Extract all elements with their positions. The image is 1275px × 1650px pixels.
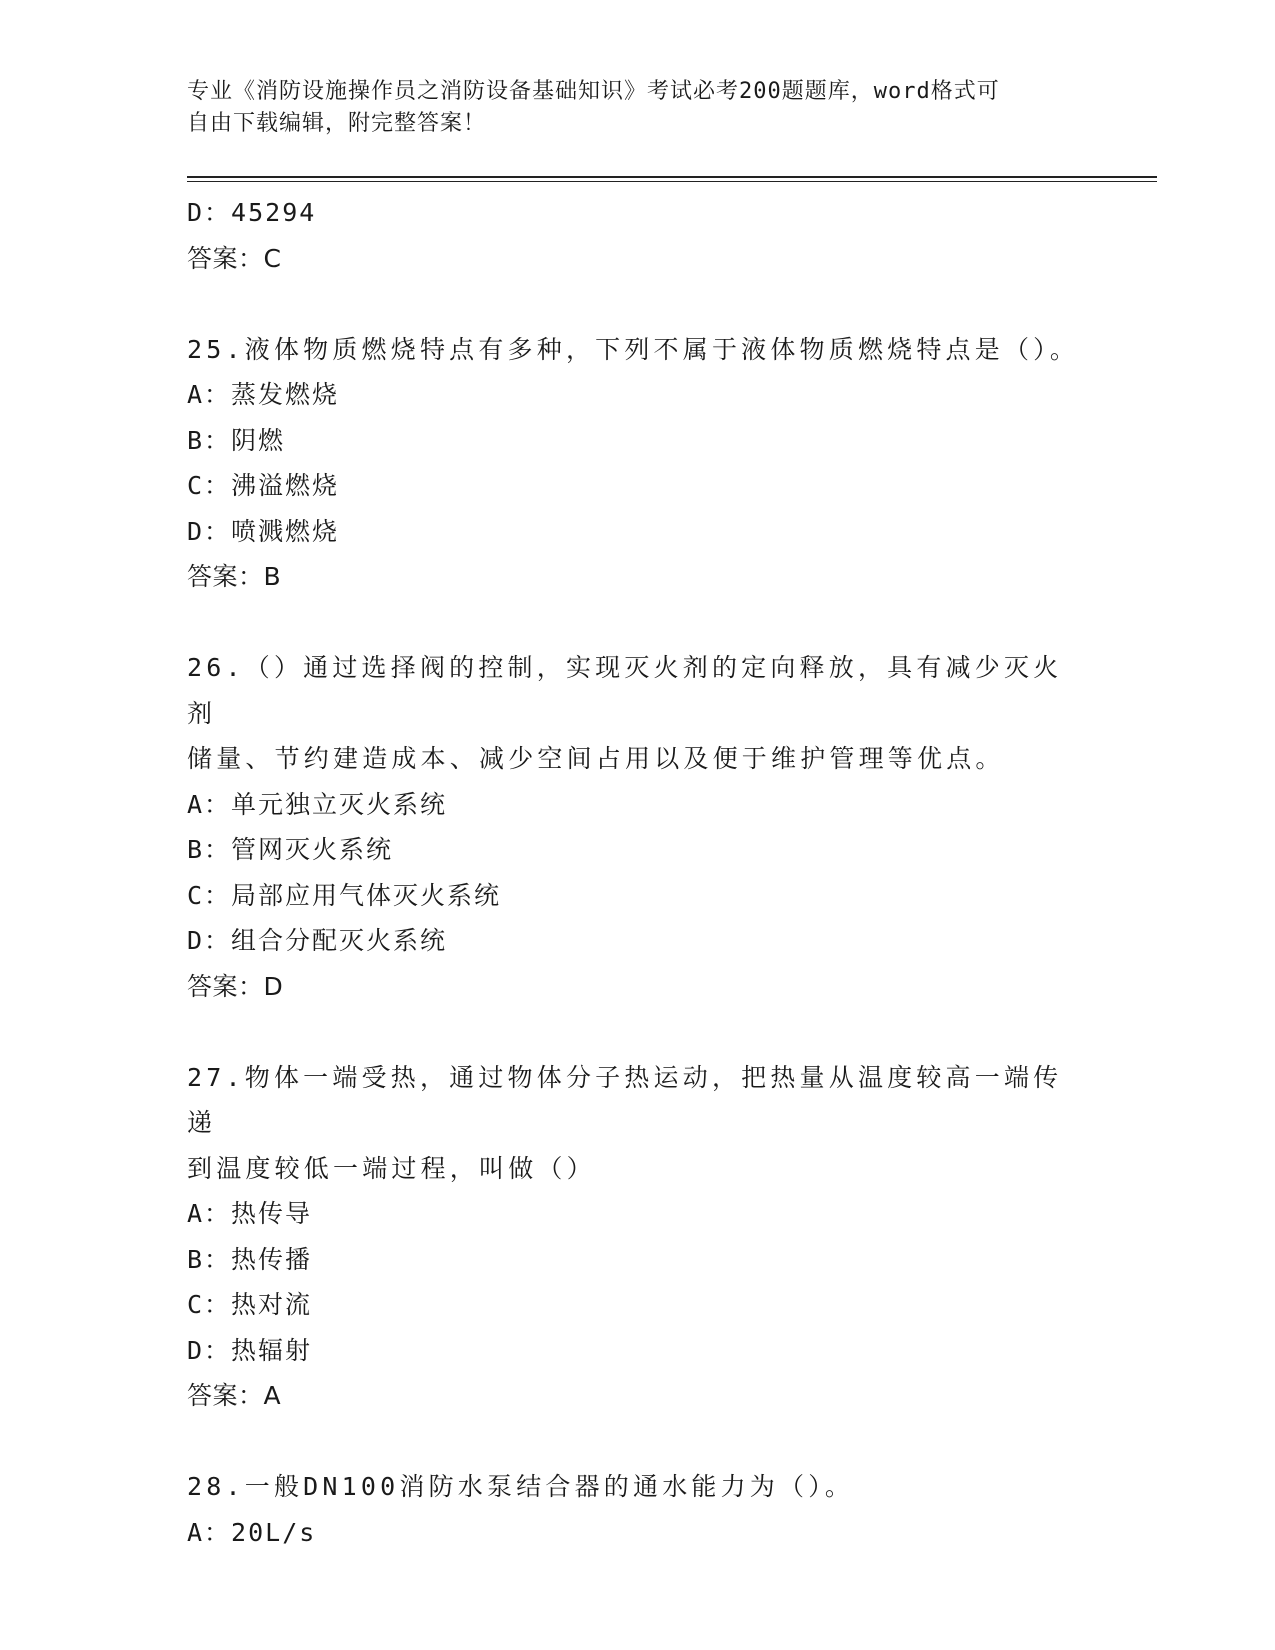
option-c: C：局部应用气体灭火系统 bbox=[187, 880, 502, 910]
question-stem-line: 27.物体一端受热，通过物体分子热运动，把热量从温度较高一端传递 bbox=[187, 1062, 1063, 1137]
spacer bbox=[187, 281, 1157, 327]
question-25 bbox=[187, 327, 1157, 600]
prev-option-d: D：45294 bbox=[187, 198, 317, 227]
document-header bbox=[187, 76, 1067, 140]
option-a: A：热传导 bbox=[187, 1199, 313, 1228]
answer: 答案：A bbox=[187, 1381, 282, 1410]
question-stem-line: 28.一般DN100消防水泵结合器的通水能力为（）。 bbox=[187, 1472, 855, 1501]
question-stem-line: 到温度较低一端过程，叫做（） bbox=[187, 1153, 596, 1183]
option-b: B：阴燃 bbox=[187, 425, 286, 455]
header-title-line-1: 专业《消防设施操作员之消防设备基础知识》考试必考200题题库，word格式可 bbox=[187, 79, 1000, 104]
option-a: A：蒸发燃烧 bbox=[187, 380, 340, 409]
option-c: C：热对流 bbox=[187, 1290, 313, 1319]
option-b: B：热传播 bbox=[187, 1244, 313, 1274]
answer: 答案：D bbox=[187, 971, 284, 1001]
spacer bbox=[187, 600, 1157, 646]
question-27 bbox=[187, 1055, 1157, 1419]
question-list bbox=[187, 190, 1157, 1555]
header-divider bbox=[187, 176, 1157, 182]
option-a: A：20L/s bbox=[187, 1517, 317, 1547]
option-d: D：热辐射 bbox=[187, 1335, 313, 1365]
spacer bbox=[187, 1009, 1157, 1055]
question-stem-line: 储量、节约建造成本、减少空间占用以及便于维护管理等优点。 bbox=[187, 744, 1005, 773]
answer: 答案：B bbox=[187, 562, 282, 591]
question-26 bbox=[187, 645, 1157, 1009]
prev-answer: 答案：C bbox=[187, 243, 282, 273]
spacer bbox=[187, 1419, 1157, 1465]
header-title-line-2: 自由下载编辑，附完整答案！ bbox=[187, 111, 487, 136]
question-stem-line: 26.（）通过选择阀的控制，实现灭火剂的定向释放，具有减少灭火剂 bbox=[187, 653, 1063, 728]
option-a: A：单元独立灭火系统 bbox=[187, 789, 448, 819]
option-c: C：沸溢燃烧 bbox=[187, 471, 340, 500]
option-b: B：管网灭火系统 bbox=[187, 835, 394, 864]
option-d: D：组合分配灭火系统 bbox=[187, 926, 448, 955]
question-stem-line: 25.液体物质燃烧特点有多种，下列不属于液体物质燃烧特点是（）。 bbox=[187, 334, 1080, 364]
question-28 bbox=[187, 1464, 1157, 1555]
option-d: D：喷溅燃烧 bbox=[187, 516, 340, 546]
